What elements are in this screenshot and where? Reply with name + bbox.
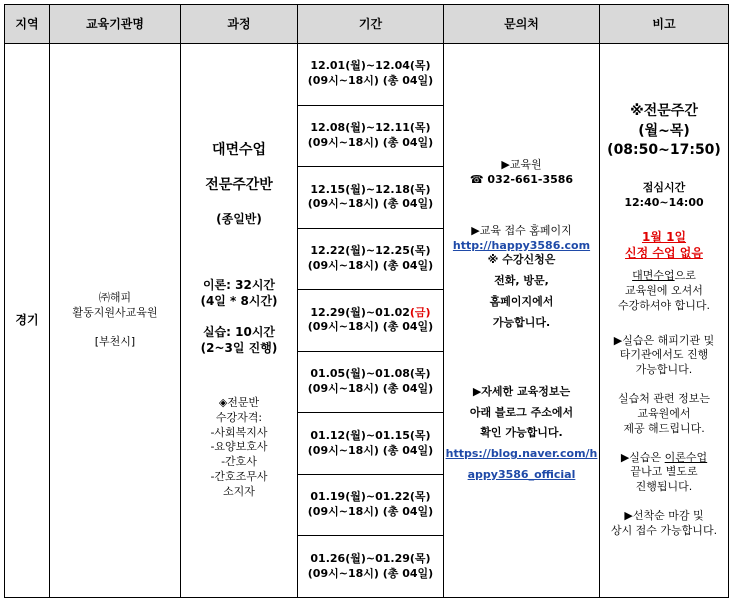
after-prefix: ▶실습은	[620, 450, 665, 464]
institution-name-line1: ㈜해피	[98, 291, 132, 305]
course-theory: 이론: 32시간	[202, 278, 276, 293]
lunch-time: 12:40~14:00	[624, 195, 704, 209]
practice-line2: 타기관에서도 진행	[619, 348, 709, 362]
course-theory-sub: (4일 * 8시간)	[200, 294, 278, 309]
schedule-hours: (08:50~17:50)	[607, 142, 721, 159]
period-dates: 01.05(월)~01.08(목)	[310, 367, 431, 381]
holiday-note: 신정 수업 없음	[625, 245, 703, 260]
qualification-item: -사회복지사	[210, 425, 268, 439]
schedule-title: ※전문주간	[630, 103, 698, 120]
period-dates: 12.15(월)~12.18(목)	[310, 182, 431, 196]
period-cell	[298, 290, 444, 352]
homepage-label: ▶교육 접수 홈페이지	[471, 223, 572, 237]
institution-location: [부천시]	[94, 334, 136, 348]
in-person-suffix: 으로	[674, 269, 696, 283]
period-detail: (09시~18시) (총 04일)	[307, 505, 434, 519]
phone-number[interactable]: ☎ 032-661-3586	[469, 172, 574, 186]
qualification-item: -요양보호사	[210, 440, 268, 454]
office-label: ▶교육원	[501, 158, 542, 172]
close-line1: ▶선착순 마감 및	[624, 509, 704, 523]
in-person-line2: 교육원에 오셔서	[625, 283, 703, 297]
course-type: 전문주간반	[205, 177, 273, 194]
qualification-title: ◈전문반	[218, 395, 260, 409]
period-dates-prefix: 12.29(월)~01.02	[310, 305, 410, 319]
blog-line1: ▶자세한 교육정보는	[472, 384, 571, 398]
after-keyword: 이론수업	[664, 450, 708, 464]
period-cell	[298, 167, 444, 229]
period-cell	[298, 536, 444, 598]
header-contact: 문의처	[444, 5, 600, 44]
practice-info-line2: 교육원에서	[637, 406, 691, 420]
header-region: 지역	[5, 5, 50, 44]
period-dates: 12.08(월)~12.11(목)	[310, 120, 431, 134]
blog-line2: 아래 블로그 주소에서	[469, 405, 574, 419]
after-line1	[600, 451, 728, 466]
period-cell	[298, 351, 444, 413]
practice-line3: 가능합니다.	[635, 363, 693, 377]
period-detail: (09시~18시) (총 04일)	[307, 443, 434, 457]
period-detail: (09시~18시) (총 04일)	[307, 258, 434, 272]
course-cell	[181, 44, 298, 598]
region-text: 경기	[15, 313, 39, 328]
lunch-label: 점심시간	[642, 180, 686, 194]
homepage-link[interactable]: http://happy3586.com	[452, 238, 591, 252]
period-cell	[298, 474, 444, 536]
period-detail: (09시~18시) (총 04일)	[307, 382, 434, 395]
header-institution: 교육기관명	[50, 5, 181, 44]
contact-cell	[444, 44, 600, 598]
period-detail: (09시~18시) (총 04일)	[307, 197, 434, 211]
qualification-sub: 수강자격:	[215, 410, 263, 424]
period-dates-red: (금)	[409, 305, 431, 319]
period-cell	[298, 105, 444, 167]
course-day: (종일반)	[216, 211, 262, 226]
period-dates: 12.01(월)~12.04(목)	[310, 59, 431, 73]
qualification-item: -간호사	[221, 455, 257, 469]
period-dates: 01.12(월)~01.15(목)	[310, 428, 431, 442]
header-period: 기간	[298, 5, 444, 44]
table-row	[5, 44, 729, 106]
in-person-line3: 수강하셔야 합니다.	[617, 298, 710, 312]
header-course: 과정	[181, 5, 298, 44]
region-cell	[5, 44, 50, 598]
period-cell	[298, 228, 444, 290]
in-person-line1	[600, 269, 728, 284]
practice-line1: ▶실습은 해피기관 및	[613, 333, 715, 347]
course-mode: 대면수업	[211, 142, 267, 159]
remarks-cell	[600, 44, 729, 598]
institution-cell	[50, 44, 181, 598]
blog-line3: 확인 가능합니다.	[480, 426, 563, 440]
header-remarks: 비고	[600, 5, 729, 44]
period-dates: 01.26(월)~01.29(목)	[310, 551, 431, 565]
course-practice-sub: (2~3일 진행)	[200, 340, 278, 355]
apply-line4: 가능합니다.	[492, 315, 551, 329]
qualification-tail: 소지자	[223, 484, 255, 498]
apply-line2: 전화, 방문,	[494, 274, 549, 288]
period-dates: 01.19(월)~01.22(목)	[310, 490, 431, 504]
blog-link-line2[interactable]: appy3586_official	[467, 468, 576, 482]
period-detail: (09시~18시) (총 04일)	[307, 74, 434, 88]
apply-line1: ※ 수강신청은	[487, 253, 556, 267]
practice-info-line3: 제공 해드립니다.	[623, 421, 705, 435]
after-line3: 진행됩니다.	[635, 480, 693, 494]
course-schedule-table	[4, 4, 729, 598]
period-cell	[298, 413, 444, 475]
qualification-item: -간호조무사	[210, 470, 268, 484]
holiday-date: 1월 1일	[641, 229, 687, 244]
schedule-days: (월~목)	[638, 122, 690, 139]
after-line2: 끝나고 별도로	[630, 465, 698, 479]
period-cell	[298, 44, 444, 106]
blog-link-line1[interactable]: https://blog.naver.com/h	[445, 447, 598, 461]
period-detail: (09시~18시) (총 04일)	[307, 566, 434, 580]
header-row	[5, 5, 729, 44]
institution-name-line2: 활동지원사교육원	[72, 306, 158, 320]
period-detail: (09시~18시) (총 04일)	[307, 320, 434, 334]
apply-line3: 홈페이지에서	[489, 295, 554, 309]
practice-info-line1: 실습처 관련 정보는	[617, 392, 710, 406]
period-detail: (09시~18시) (총 04일)	[307, 135, 434, 149]
period-dates	[298, 306, 443, 321]
close-line2: 상시 접수 가능합니다.	[610, 523, 718, 537]
course-practice: 실습: 10시간	[202, 324, 276, 339]
in-person-keyword: 대면수업	[632, 269, 675, 283]
period-dates: 12.22(월)~12.25(목)	[310, 244, 431, 258]
